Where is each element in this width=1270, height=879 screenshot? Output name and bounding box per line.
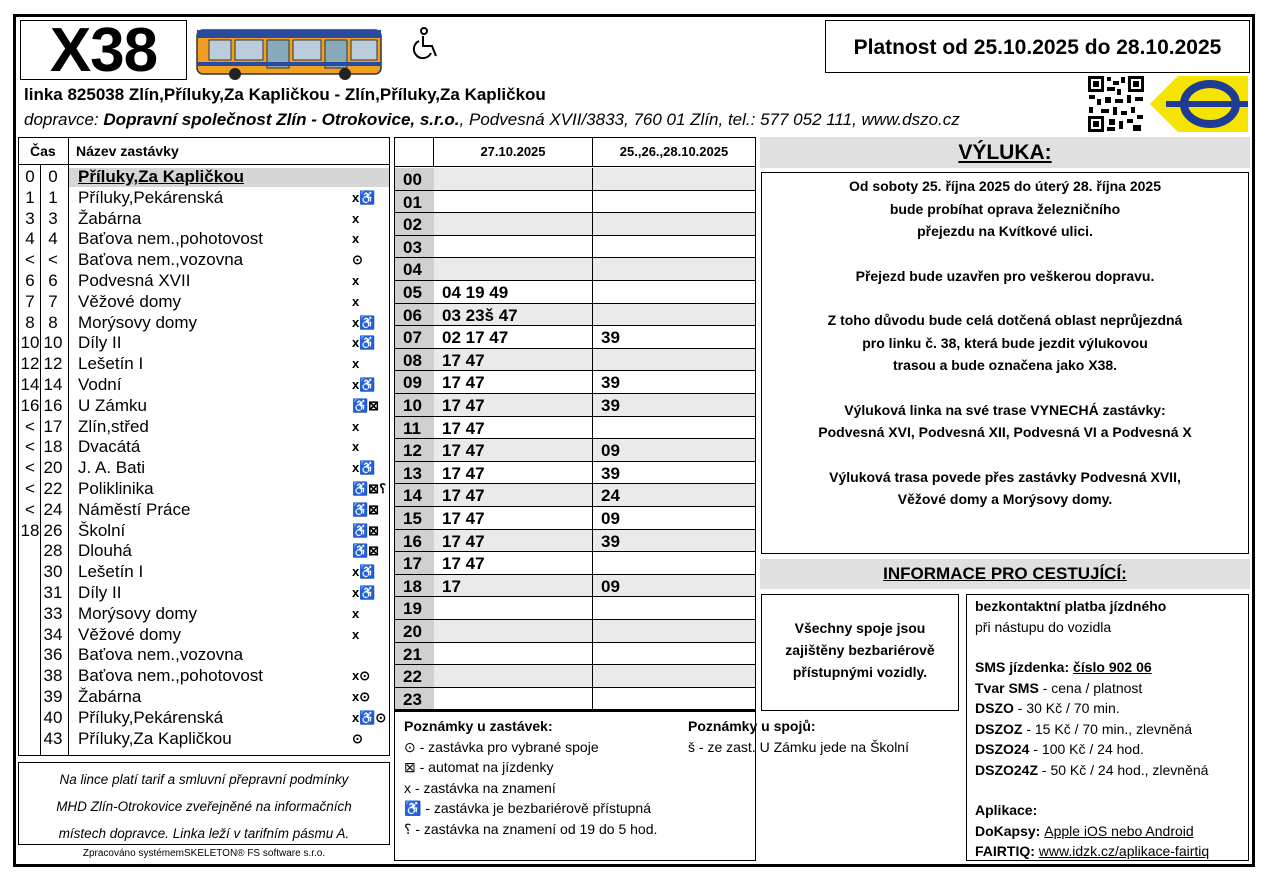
stop-time-2: 31 [43, 583, 63, 602]
departures-col-2 [592, 597, 755, 619]
stop-row [20, 292, 390, 313]
stop-name: Morýsovy domy [78, 312, 198, 332]
stop-time-2: 36 [43, 645, 63, 665]
stop-time-2: 24 [43, 499, 63, 519]
stop-symbols: x♿ [352, 314, 376, 330]
departures-col-2: 39 [592, 462, 755, 484]
line-number: X38 [20, 20, 187, 80]
stop-row [20, 333, 390, 354]
payment-info [966, 594, 1249, 861]
timetable-row [395, 326, 755, 349]
stop-time-1: 10 [20, 333, 40, 353]
departures-col-1: 17 47 [442, 373, 485, 393]
trip-note: š - ze zast. U Zámku jede na Školní [688, 738, 909, 755]
timetable-row [395, 439, 755, 462]
departures-col-1 [434, 258, 592, 280]
departures-col-1: 17 47 [434, 394, 592, 416]
departures-col-1: 17 47 [434, 530, 592, 552]
hour: 21 [395, 643, 434, 665]
timetable-row [395, 213, 755, 236]
stop-time-2: 6 [48, 271, 58, 290]
stop-time-2: 14 [43, 375, 63, 394]
departures-col-1 [434, 643, 592, 665]
hour: 08 [395, 349, 434, 371]
departures-col-1 [434, 168, 592, 190]
stop-time-2: 10 [43, 333, 63, 353]
carrier-address: , Podvesná XVII/3833, 760 01 Zlín, tel.: 577 052 111, www.dszo.cz [459, 110, 960, 129]
stop-name: Školní [78, 520, 126, 540]
stop-name: U Zámku [78, 395, 147, 415]
closure-title: VÝLUKA: [958, 141, 1052, 164]
tariff-note [18, 762, 390, 845]
stop-row [20, 437, 390, 458]
stop-time-2: 12 [43, 354, 63, 374]
stop-symbols: ♿⊠ [352, 543, 380, 559]
hour: 04 [395, 258, 434, 280]
stop-name: Příluky,Pekárenská [78, 187, 224, 207]
timetable-row [395, 304, 755, 327]
stop-row [20, 417, 390, 438]
stop-name: Příluky,Za Kapličkou [78, 728, 232, 748]
closure-text: Výluková linka na své trase VYNECHÁ zastávky: [844, 401, 1166, 418]
stop-symbols: x♿ [352, 189, 376, 205]
hour: 19 [395, 597, 434, 619]
closure-text: pro linku č. 38, která bude jezdit výlukovou [862, 334, 1148, 351]
departures-col-2 [592, 552, 755, 574]
timetable-row [395, 168, 755, 191]
stop-symbols: x♿ [352, 335, 376, 351]
departures-col-2: 39 [592, 530, 755, 552]
stop-note: ⊠ - automat na jízdenky [404, 759, 554, 775]
departures-col-1 [434, 665, 592, 687]
stop-note: ♿ - zastávka je bezbariérově přístupná [404, 800, 651, 816]
stop-symbols: x [352, 273, 360, 288]
stop-name: Vodní [78, 375, 122, 394]
carrier-label: dopravce: [24, 110, 99, 129]
hour: 07 [395, 326, 434, 348]
stop-time-2: 30 [43, 562, 63, 582]
stop-symbols: x♿ [352, 460, 376, 476]
stop-notes-title: Poznámky u zastávek: [404, 718, 553, 734]
stop-time-2: 16 [43, 395, 63, 415]
timetable-row [395, 507, 755, 530]
closure-text: bude probíhat oprava železničního [889, 200, 1121, 217]
stop-row [20, 209, 390, 230]
timetable-row [395, 236, 755, 259]
stop-name: Baťova nem.,pohotovost [78, 666, 263, 686]
hour: 11 [395, 417, 434, 439]
departures-col-1: 02 17 47 [442, 328, 509, 348]
wheelchair-icon [408, 26, 442, 60]
trip-notes [688, 716, 988, 757]
hour: 00 [395, 168, 434, 190]
departures-col-2: 39 [592, 371, 755, 393]
hour: 20 [395, 620, 434, 642]
stop-time-2: 4 [48, 229, 58, 249]
departures-col-2: 09 [592, 575, 755, 597]
stop-name: Morýsovy domy [78, 603, 198, 623]
stop-symbols: x [352, 356, 360, 372]
trip-notes-title: Poznámky u spojů: [688, 718, 816, 734]
stop-time-1: 18 [20, 520, 40, 540]
stop-name: Příluky,Za Kapličkou [78, 167, 244, 186]
stop-symbols: x♿ [352, 564, 376, 580]
carrier-info [24, 110, 960, 130]
stop-time-1: 12 [20, 354, 40, 374]
stop-row [20, 313, 390, 334]
stop-symbols: x [352, 605, 360, 621]
stop-row [20, 604, 390, 625]
hour: 22 [395, 665, 434, 687]
closure-text: Věžové domy a Morýsovy domy. [897, 491, 1113, 507]
stop-symbols: ♿⊠⸮ [352, 481, 386, 496]
hour: 23 [395, 688, 434, 710]
timetable-row [395, 484, 755, 507]
stop-row [20, 188, 390, 209]
departures-col-2 [592, 620, 755, 642]
timetable-row [395, 552, 755, 575]
sms-row: DSZOZ - 15 Kč / 70 min., zlevněná [975, 720, 1193, 737]
hour: 16 [395, 530, 434, 552]
timetable-row [395, 620, 755, 643]
closure-text: Podvesná XVI, Podvesná XII, Podvesná VI a Podvesná X [818, 424, 1192, 440]
stop-name: Dlouhá [78, 541, 132, 561]
stop-row [20, 271, 390, 292]
stop-name: Baťova nem.,pohotovost [78, 229, 263, 249]
timetable-row [395, 643, 755, 666]
apps-title: Aplikace: [975, 802, 1038, 818]
stop-time-2: 28 [43, 541, 63, 561]
stop-time-2: 17 [43, 416, 63, 436]
departures-col-2 [592, 236, 755, 258]
stop-row [20, 250, 390, 271]
departures-col-1: 17 47 [442, 554, 485, 574]
departures-col-2 [592, 688, 755, 710]
hour: 03 [395, 236, 434, 258]
departures-col-1: 17 47 [442, 463, 485, 483]
stop-notes [404, 716, 674, 839]
timetable-row [395, 575, 755, 598]
stops-table-header [18, 137, 390, 165]
hour: 18 [395, 575, 434, 597]
stop-row [20, 687, 390, 708]
closure-text: Přejezd bude uzavřen pro veškerou dopravu. [855, 267, 1155, 284]
stop-time-1: < [25, 499, 35, 519]
sms-row: DSZO24Z - 50 Kč / 24 hod., zlevněná [975, 761, 1209, 778]
hour: 14 [395, 484, 434, 506]
timetable-row [395, 417, 755, 440]
stop-name: Baťova nem.,vozovna [78, 250, 244, 270]
stop-time-2: 3 [48, 208, 58, 228]
sms-row: DSZO24 - 100 Kč / 24 hod. [975, 741, 1144, 757]
hour: 05 [395, 281, 434, 303]
sms-ticket: SMS jízdenka: číslo 902 06 [975, 659, 1152, 675]
stop-time-2: 8 [48, 312, 58, 332]
stop-symbols: ♿⊠ [352, 522, 380, 538]
stop-row [20, 458, 390, 479]
hour-header-cell [395, 138, 434, 166]
app-fairtiq: FAIRTIQ: www.idzk.cz/aplikace-fairtiq [975, 843, 1210, 859]
timetable-row [395, 371, 755, 394]
stop-time-1: 0 [25, 167, 35, 186]
departures-col-1: 17 47 [442, 418, 485, 438]
stop-time-2: 33 [43, 603, 63, 623]
stop-time-1: < [25, 250, 35, 270]
stop-time-1: 7 [25, 291, 35, 311]
barrier-text: Všechny spoje jsou [794, 620, 926, 636]
stop-row [20, 396, 390, 417]
stop-time-1: 3 [25, 208, 35, 228]
timetable-row [395, 665, 755, 688]
stop-time-1: 8 [25, 312, 35, 332]
stop-name: Podvesná XVII [78, 271, 191, 290]
stop-name: J. A. Bati [78, 458, 146, 478]
stop-symbols: x [352, 418, 360, 434]
stop-symbols: x♿ [352, 377, 376, 392]
stop-name: Žabárna [78, 208, 142, 228]
timetable-row [395, 258, 755, 281]
time-column-header: Čas [30, 143, 56, 159]
stop-time-2: 0 [48, 167, 58, 186]
departures-col-1 [434, 620, 592, 642]
departures-col-1: 03 23š 47 [434, 304, 592, 326]
app-dokapsy: DoKapsy: Apple iOS nebo Android [975, 822, 1194, 839]
payment-text: při nástupu do vozidla [975, 618, 1112, 635]
fairtiq-link[interactable]: www.idzk.cz/aplikace-fairtiq [1038, 843, 1210, 859]
stop-name: Dvacátá [78, 437, 141, 457]
stop-row [20, 729, 390, 750]
departures-col-1: 17 47 [434, 484, 592, 506]
carrier-name: Dopravní společnost Zlín - Otrokovice, s.r.o. [103, 110, 460, 129]
stop-name: Zlín,střed [78, 416, 149, 436]
stop-symbols: x♿ [352, 585, 376, 600]
departures-col-2: 09 [592, 507, 755, 529]
stop-time-2: 43 [43, 728, 63, 748]
stop-symbols: x [352, 626, 360, 642]
departures-col-2 [592, 643, 755, 665]
closure-text: trasou a bude označena jako X38. [892, 357, 1118, 373]
departures-col-2 [592, 258, 755, 280]
timetable-row [395, 530, 755, 553]
stop-time-2: < [48, 250, 58, 270]
departures-col-1: 04 19 49 [442, 283, 509, 302]
stop-symbols: ⊙ [352, 252, 363, 268]
dokapsy-link[interactable]: Apple iOS nebo Android [1044, 822, 1194, 839]
timetable-row [395, 349, 755, 372]
departures-col-2 [592, 191, 755, 213]
stop-symbols: x [352, 293, 360, 309]
stop-time-2: 26 [43, 520, 63, 540]
stop-note: x - zastávka na znamení [404, 779, 556, 796]
stop-name: Příluky,Pekárenská [78, 707, 224, 727]
hour: 13 [395, 462, 434, 484]
stop-name: Lešetín I [78, 562, 144, 582]
departures-col-2 [592, 168, 755, 190]
stop-time-2: 39 [43, 687, 63, 706]
departures-col-1: 17 47 [442, 509, 485, 528]
stop-name: Poliklinika [78, 479, 154, 498]
stop-row [20, 229, 390, 250]
stop-symbols: x⊙ [352, 689, 371, 704]
stop-time-1: 1 [25, 187, 35, 207]
stop-time-2: 40 [43, 707, 63, 727]
hour: 09 [395, 371, 434, 393]
closure-text: přejezdu na Kvítkové ulici. [917, 223, 1093, 239]
stop-name: Věžové domy [78, 624, 181, 644]
stop-time-1: 4 [25, 229, 35, 249]
stop-name: Baťova nem.,vozovna [78, 645, 244, 665]
hour: 06 [395, 304, 434, 326]
hour: 02 [395, 213, 434, 235]
dszo-logo-icon [1148, 74, 1250, 134]
stop-symbols: x [352, 231, 360, 247]
departures-col-1 [434, 213, 592, 235]
stop-time-2: 20 [43, 458, 63, 478]
departures-col-2 [592, 349, 755, 371]
closure-text: Od soboty 25. října 2025 do úterý 28. října 2025 [848, 178, 1162, 194]
info-title-bar [760, 559, 1250, 589]
closure-notice [761, 172, 1249, 554]
stop-symbols: ⊙ [352, 730, 363, 746]
departures-col-1 [434, 597, 592, 619]
stop-time-2: 22 [43, 479, 63, 498]
hour: 12 [395, 439, 434, 461]
hour: 17 [395, 552, 434, 574]
stop-time-1: < [25, 416, 35, 436]
stop-row [20, 354, 390, 375]
stop-row [20, 625, 390, 646]
departures-col-2 [592, 665, 755, 687]
departures-col-2: 39 [592, 394, 755, 416]
stop-row [20, 583, 390, 604]
stop-time-1: < [25, 479, 35, 498]
closure-title-bar [760, 137, 1250, 168]
sms-row: DSZO - 30 Kč / 70 min. [975, 700, 1120, 716]
stop-time-2: 34 [43, 624, 63, 644]
stop-symbols: x♿⊙ [352, 709, 387, 725]
departures-col-1: 17 [434, 575, 592, 597]
stop-name: Díly II [78, 583, 122, 602]
stop-row [20, 666, 390, 687]
departures-col-2 [592, 417, 755, 439]
stop-name: Lešetín I [78, 354, 144, 374]
stop-note: ⊙ - zastávka pro vybrané spoje [404, 738, 599, 755]
stop-time-1: < [25, 458, 35, 478]
departures-col-1 [434, 688, 592, 710]
processed-by: Zpracováno systémemSKELETON® FS software s.r.o. [82, 848, 326, 859]
departures-col-2: 09 [592, 439, 755, 461]
timetable-row [395, 281, 755, 304]
info-title: INFORMACE PRO CESTUJÍCÍ: [883, 564, 1127, 583]
stop-row [20, 479, 390, 500]
sms-format: Tvar SMS - cena / platnost [975, 679, 1143, 696]
departures-col-2 [592, 281, 755, 303]
barrier-text: přístupnými vozidly. [792, 664, 928, 680]
timetable-row [395, 394, 755, 417]
stop-symbols: ♿⊠ [352, 397, 380, 413]
stop-symbols: x [352, 210, 360, 226]
tariff-note-line: Na lince platí tarif a smluvní přepravní podmínky [59, 772, 349, 787]
validity-period: Platnost od 25.10.2025 do 28.10.2025 [825, 20, 1250, 73]
tariff-note-line: MHD Zlín-Otrokovice zveřejněné na informačních [56, 799, 352, 814]
barrier-free-box [761, 594, 959, 711]
hour: 10 [395, 394, 434, 416]
date-column-1: 27.10.2025 [480, 144, 546, 159]
stop-row [20, 167, 390, 188]
tariff-note-line: místech dopravce. Linka leží v tarifním pásmu A. [58, 826, 350, 841]
stop-time-1: 16 [20, 395, 40, 415]
sms-number: číslo 902 06 [1073, 659, 1152, 675]
stop-row [20, 500, 390, 521]
timetable-row [395, 688, 755, 711]
closure-text: Výluková trasa povede přes zastávky Podvesná XVII, [829, 468, 1181, 485]
timetable-header [395, 138, 755, 167]
stop-name: Věžové domy [78, 291, 181, 311]
stop-row [20, 375, 390, 396]
departures-col-1: 17 47 [434, 439, 592, 461]
stop-time-2: 7 [48, 291, 58, 311]
hour: 01 [395, 191, 434, 213]
stop-time-1: 14 [20, 375, 40, 394]
stop-name: Žabárna [78, 687, 142, 706]
qr-code-icon [1087, 75, 1145, 133]
departures-col-2 [592, 213, 755, 235]
stop-row [20, 541, 390, 562]
stop-name-column-header: Název zastávky [76, 143, 179, 159]
departures-col-1 [434, 191, 592, 213]
stop-time-2: 18 [43, 437, 63, 457]
stop-time-1: 6 [25, 271, 35, 290]
departures-col-1 [434, 236, 592, 258]
stop-row [20, 562, 390, 583]
departures-col-1: 17 47 [434, 349, 592, 371]
stop-symbols: x [352, 439, 360, 455]
stop-time-2: 1 [48, 187, 58, 207]
bus-icon [195, 26, 385, 82]
stop-row [20, 708, 390, 729]
stop-note: ⸮ - zastávka na znamení od 19 do 5 hod. [404, 820, 658, 837]
line-info: linka 825038 Zlín,Příluky,Za Kapličkou - Zlín,Příluky,Za Kapličkou [24, 85, 546, 104]
stop-name: Náměstí Práce [78, 499, 191, 519]
payment-text: bezkontaktní platba jízdného [975, 598, 1167, 614]
barrier-text: zajištěny bezbariérově [785, 642, 935, 658]
timetable-row [395, 462, 755, 485]
departures-col-2: 39 [592, 326, 755, 348]
stop-time-2: 38 [43, 666, 63, 686]
departures-col-2: 24 [592, 484, 755, 506]
stop-row [20, 645, 390, 666]
timetable-row [395, 191, 755, 214]
stop-symbols: x⊙ [352, 668, 371, 684]
date-column-2: 25.,26.,28.10.2025 [592, 138, 755, 166]
departures-col-2 [592, 304, 755, 326]
stop-name: Díly II [78, 333, 122, 353]
stop-symbols: ♿⊠ [352, 501, 380, 517]
hour: 15 [395, 507, 434, 529]
timetable-row [395, 597, 755, 620]
closure-text: Z toho důvodu bude celá dotčená oblast neprůjezdná [827, 312, 1183, 328]
stop-time-1: < [25, 437, 35, 457]
stop-row [20, 521, 390, 542]
